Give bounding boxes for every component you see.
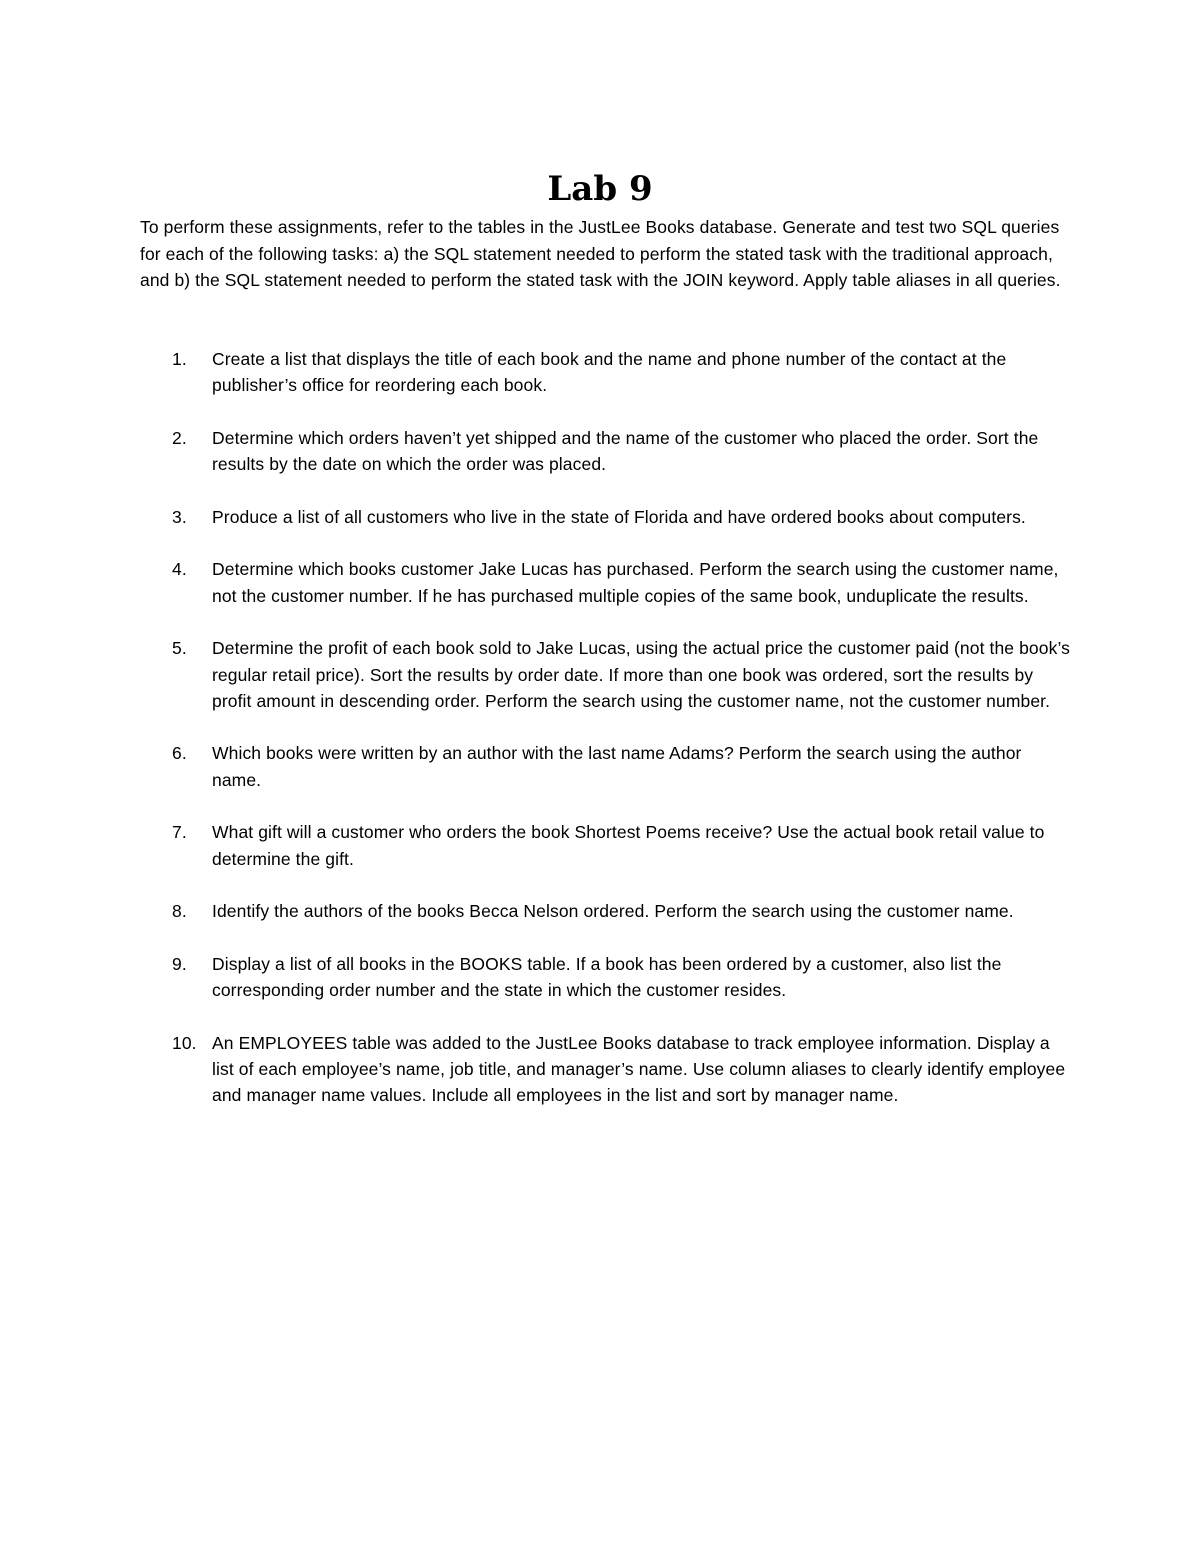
list-item — [140, 346, 1070, 399]
list-item — [140, 635, 1070, 714]
list-item-number: 6. — [172, 743, 187, 764]
page-title: Lab 9 — [547, 169, 653, 209]
list-item — [140, 819, 1070, 872]
list-item-text: Determine which orders haven’t yet shipped and the name of the customer who placed the order. Sort the results by the date on which the order was placed. — [212, 427, 1039, 475]
list-item — [140, 1030, 1070, 1109]
task-list — [140, 346, 1070, 1135]
list-item-text: Produce a list of all customers who live in the state of Florida and have ordered books about computers. — [212, 506, 1026, 527]
list-item — [140, 740, 1070, 793]
list-item-number: 5. — [172, 638, 187, 659]
list-item-text: An EMPLOYEES table was added to the JustLee Books database to track employee information. Display a list of each employee’s name, job title, and manager’s name. Use column aliases to clearly identify employee and manager name values. Include all employees in the list and sort by manager name. — [212, 1032, 1066, 1106]
list-item-text: Display a list of all books in the BOOKS table. If a book has been ordered by a customer, also list the corresponding order number and the state in which the customer resides. — [212, 953, 1002, 1001]
list-item-text: Create a list that displays the title of each book and the name and phone number of the contact at the publisher’s office for reordering each book. — [212, 349, 1007, 396]
list-item-number: 9. — [172, 953, 187, 974]
list-item-number: 4. — [172, 559, 187, 580]
intro-paragraph: To perform these assignments, refer to the tables in the JustLee Books database. Generate and test two SQL queries for each of the following tasks: a) the SQL statement needed to perform the stated task with the traditional approach, and b) the SQL statement needed to perform the stated task with the JOIN keyword. Apply table aliases in all queries. — [140, 217, 1061, 290]
list-item — [140, 556, 1070, 609]
list-item-number: 1. — [172, 349, 187, 369]
list-item-number: 2. — [172, 427, 187, 448]
list-item-number: 3. — [172, 506, 187, 527]
list-item-text: Determine which books customer Jake Lucas has purchased. Perform the search using the customer name, not the customer number. If he has purchased multiple copies of the same book, unduplicate the results. — [212, 559, 1059, 606]
list-item-number: 8. — [172, 901, 187, 922]
list-item — [140, 504, 1070, 530]
list-item-text: What gift will a customer who orders the book Shortest Poems receive? Use the actual book retail value to determine the gift. — [212, 822, 1045, 869]
list-item — [140, 898, 1070, 924]
list-item-text: Identify the authors of the books Becca Nelson ordered. Perform the search using the customer name. — [212, 901, 1014, 922]
list-item-text: Determine the profit of each book sold to Jake Lucas, using the actual price the customer paid (not the book’s regular retail price). Sort the results by order date. If more than one book was ordered, sort the results by profit amount in descending order. Perform the search using the customer name, not the customer number. — [212, 638, 1070, 711]
list-item-number: 10. — [172, 1032, 197, 1053]
list-item — [140, 951, 1070, 1004]
list-item — [140, 425, 1070, 478]
list-item-text: Which books were written by an author with the last name Adams? Perform the search using the author name. — [212, 743, 1022, 790]
list-item-number: 7. — [172, 822, 187, 843]
